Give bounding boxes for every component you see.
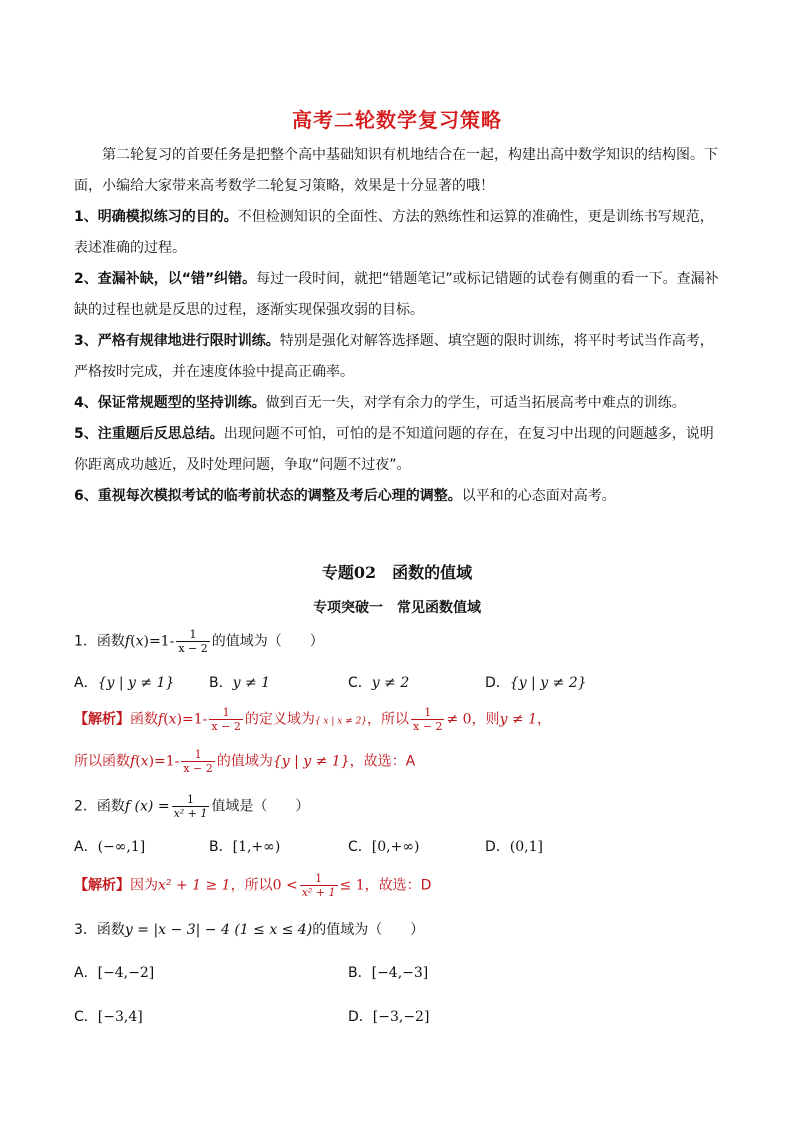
q2-option-a: A．(−∞,1] [74, 839, 146, 855]
q3-option-b: B．[−4,−3] [348, 965, 429, 981]
question-3: 3．函数y = |x − 3| − 4 (1 ≤ x ≤ 4)的值域为（ ） [74, 922, 425, 938]
q2-option-c: C．[0,+∞) [348, 839, 420, 855]
page-title: 高考二轮数学复习策略 [292, 108, 502, 132]
q3-option-c: C．[−3,4] [74, 1009, 143, 1025]
q3-option-d: D．[−3,−2] [348, 1009, 430, 1025]
intro-section [74, 140, 726, 512]
fraction: $\frac{1}{x - 2}$ [178, 628, 208, 655]
question-1: 1．函数f(x)=1- $\frac{1}{x - 2}$ 的值域为（ ） [74, 628, 324, 655]
q1-solution-line-1: 【解析】函数f(x)=1- $\frac{1}{x - 2}$ 的定义域为{ x | x ≠ 2}，所以 $\frac{1}{x - 2}$ ≠ 0，则y ≠ 1， [74, 706, 552, 733]
strategy-item-4: 4、保证常规题型的坚持训练。做到百无一失，对学有余力的学生，可适当拓展高考中难点的训练。 [74, 395, 686, 411]
q1-option-a: A．{y | y ≠ 1} [74, 675, 175, 691]
strategy-item-3: 3、严格有规律地进行限时训练。特别是强化对解答选择题、填空题的限时训练，将平时考试当作高考，严格按时完成，并在速度体验中提高正确率。 [74, 333, 714, 380]
question-2: 2．函数f (x) = $\frac{1}{\text{x² + 1}}$ 值域是（ ） [74, 793, 310, 820]
q2-solution: 【解析】因为x² + 1 ≥ 1，所以0 < $\frac{1}{\text{x² + 1}}$ ≤ 1，故选：D [74, 872, 432, 899]
q2-option-d: D．(0,1] [485, 839, 543, 855]
q1-option-d: D．{y | y ≠ 2} [485, 675, 587, 691]
strategy-item-5: 5、注重题后反思总结。出现问题不可怕，可怕的是不知道问题的存在，在复习中出现的问题越多，说明你距离成功越近，及时处理问题，争取“问题不过夜”。 [74, 426, 714, 473]
q1-solution-line-2: 所以函数f(x)=1- $\frac{1}{x - 2}$ 的值域为{y | y ≠ 1}，故选：A [74, 748, 416, 775]
q3-option-a: A．[−4,−2] [74, 965, 155, 981]
strategy-item-1: 1、明确模拟练习的目的。不但检测知识的全面性、方法的熟练性和运算的准确性，更是训练书写规范，表述准确的过程。 [74, 209, 714, 256]
intro-paragraph: 第二轮复习的首要任务是把整个高中基础知识有机地结合在一起，构建出高中数学知识的结构图。下面，小编给大家带来高考数学二轮复习策略，效果是十分显著的哦！ [74, 147, 718, 194]
strategy-item-2: 2、查漏补缺，以“错”纠错。每过一段时间，就把“错题笔记”或标记错题的试卷有侧重的看一下。查漏补缺的过程也就是反思的过程，逐渐实现保强攻弱的目标。 [74, 271, 719, 318]
q1-option-b: B．y ≠ 1 [209, 675, 271, 691]
strategy-item-6: 6、重视每次模拟考试的临考前状态的调整及考后心理的调整。以平和的心态面对高考。 [74, 488, 616, 504]
topic-heading: 专题02 函数的值域 [321, 563, 473, 582]
q2-option-b: B．[1,+∞) [209, 839, 281, 855]
q1-option-c: C．y ≠ 2 [348, 675, 410, 691]
section-heading: 专项突破一 常见函数值域 [313, 600, 481, 616]
